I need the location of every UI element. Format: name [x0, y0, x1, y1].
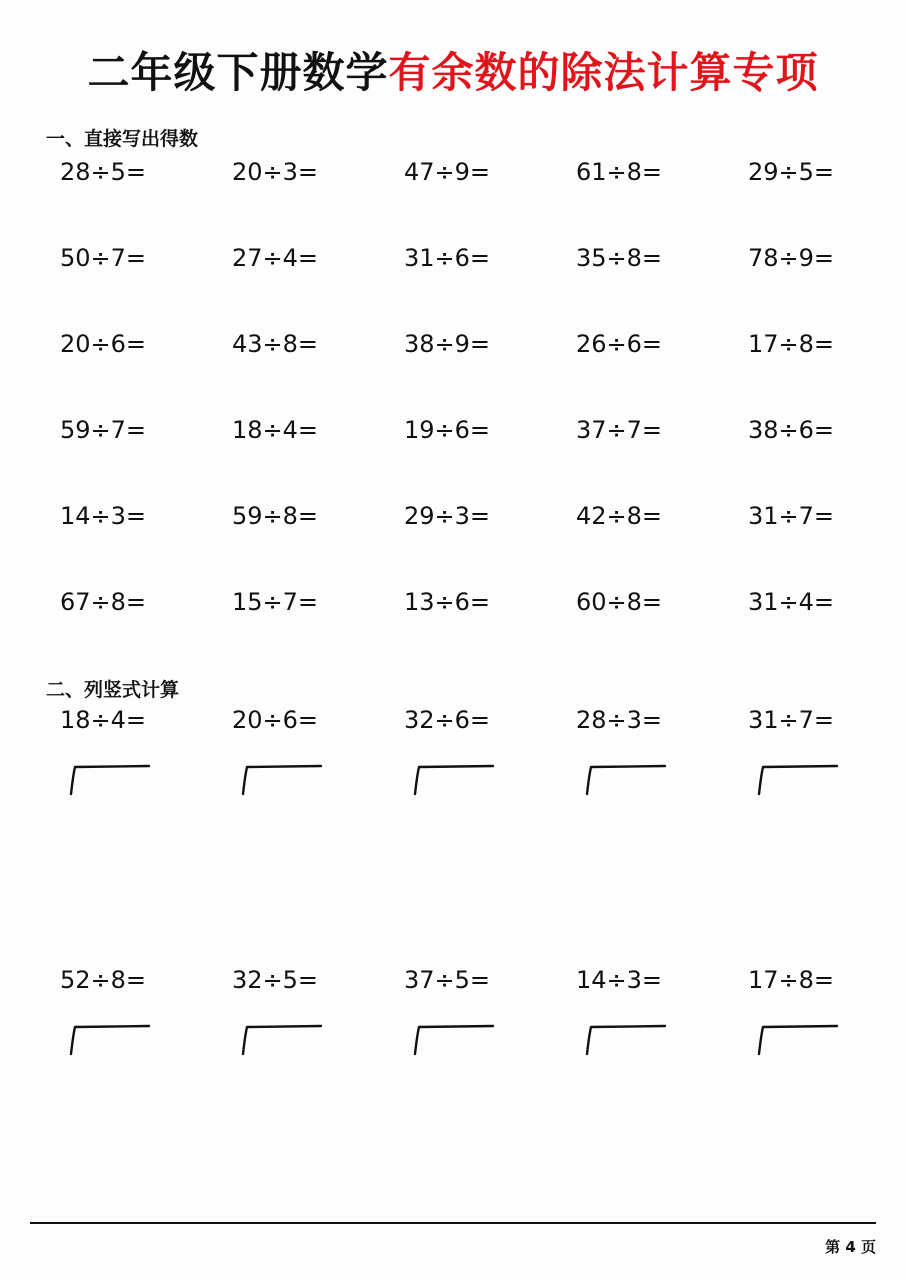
- division-problem: 20÷6=: [232, 706, 319, 734]
- division-problem: 28÷3=: [576, 706, 663, 734]
- division-problem: 59÷8=: [232, 502, 319, 530]
- section-1-heading: 一、直接写出得数: [46, 128, 199, 150]
- division-problem: 32÷6=: [404, 706, 491, 734]
- division-problem: 29÷5=: [748, 158, 835, 186]
- long-division-bracket: [584, 764, 666, 796]
- division-problem: 60÷8=: [576, 588, 663, 616]
- division-problem: 59÷7=: [60, 416, 147, 444]
- division-problem: 42÷8=: [576, 502, 663, 530]
- section-2-heading: 二、列竖式计算: [46, 679, 180, 701]
- long-division-bracket: [756, 764, 838, 796]
- division-problem: 50÷7=: [60, 244, 147, 272]
- division-problem: 37÷7=: [576, 416, 663, 444]
- division-problem: 32÷5=: [232, 966, 319, 994]
- page-number: 第 4 页: [825, 1238, 876, 1256]
- division-problem: 31÷7=: [748, 502, 835, 530]
- division-problem: 18÷4=: [60, 706, 147, 734]
- page-title: [0, 40, 906, 100]
- division-problem: 52÷8=: [60, 966, 147, 994]
- division-problem: 78÷9=: [748, 244, 835, 272]
- title-topic-part: 有余数的除法计算专项: [388, 48, 819, 97]
- long-division-bracket: [756, 1024, 838, 1056]
- division-problem: 14÷3=: [576, 966, 663, 994]
- division-problem: 31÷6=: [404, 244, 491, 272]
- division-problem: 31÷7=: [748, 706, 835, 734]
- division-problem: 38÷9=: [404, 330, 491, 358]
- long-division-bracket: [584, 1024, 666, 1056]
- division-problem: 18÷4=: [232, 416, 319, 444]
- long-division-bracket: [68, 1024, 150, 1056]
- division-problem: 26÷6=: [576, 330, 663, 358]
- division-problem: 20÷6=: [60, 330, 147, 358]
- division-problem: 13÷6=: [404, 588, 491, 616]
- division-problem: 38÷6=: [748, 416, 835, 444]
- title-grade-part: 二年级下册数学: [87, 48, 389, 97]
- division-problem: 14÷3=: [60, 502, 147, 530]
- division-problem: 17÷8=: [748, 966, 835, 994]
- division-problem: 15÷7=: [232, 588, 319, 616]
- division-problem: 31÷4=: [748, 588, 835, 616]
- division-problem: 27÷4=: [232, 244, 319, 272]
- division-problem: 17÷8=: [748, 330, 835, 358]
- division-problem: 67÷8=: [60, 588, 147, 616]
- division-problem: 19÷6=: [404, 416, 491, 444]
- long-division-bracket: [68, 764, 150, 796]
- long-division-bracket: [240, 1024, 322, 1056]
- long-division-bracket: [412, 1024, 494, 1056]
- division-problem: 61÷8=: [576, 158, 663, 186]
- division-problem: 35÷8=: [576, 244, 663, 272]
- long-division-bracket: [240, 764, 322, 796]
- division-problem: 47÷9=: [404, 158, 491, 186]
- footer-divider: [30, 1222, 876, 1224]
- division-problem: 29÷3=: [404, 502, 491, 530]
- division-problem: 28÷5=: [60, 158, 147, 186]
- division-problem: 43÷8=: [232, 330, 319, 358]
- long-division-bracket: [412, 764, 494, 796]
- division-problem: 37÷5=: [404, 966, 491, 994]
- division-problem: 20÷3=: [232, 158, 319, 186]
